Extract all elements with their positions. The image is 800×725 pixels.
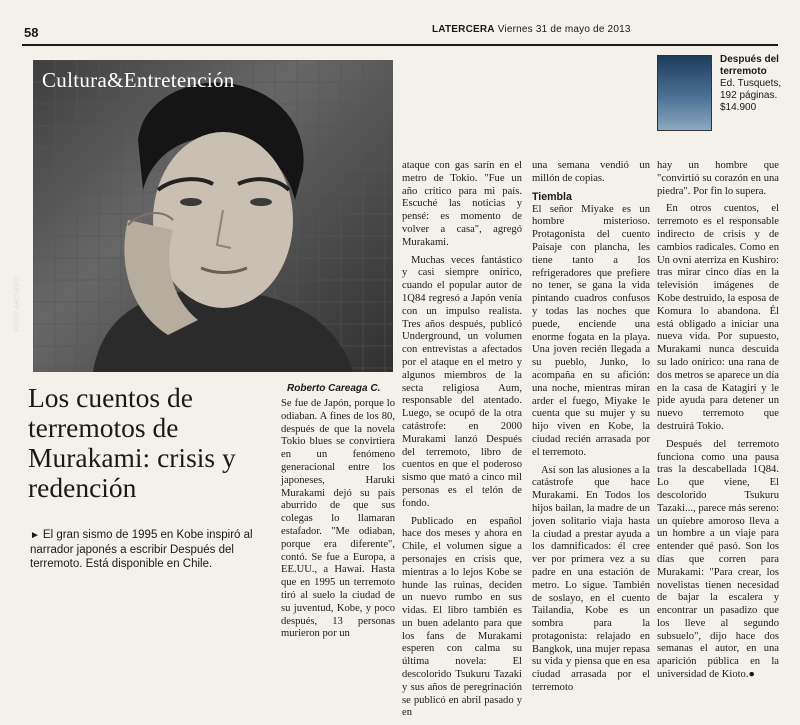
article-headline: Los cuentos de terremotos de Murakami: crisis y redención [28, 382, 236, 503]
paragraph: Así son las alusiones a la catástrofe que hace Murakami. En Todos los hijos bailan, la madre de un joven solitario viaja hasta la ciudad a prestar ayuda a los damnificados: él cree ver por primera vez a su padre en una estación de metro. Lo sigue. También de soslayo, en el cuento Tailandia, Kobe es un sombra para la protagonista: relajado en Bangkok, una mujer repasa su vida y piensa que en esa ciudad arrasada por el terremoto [532, 464, 650, 694]
article-column-2 [402, 160, 522, 725]
page-number: 58 [24, 25, 39, 40]
byline: Roberto Careaga C. [287, 383, 381, 394]
header-rule [22, 44, 778, 46]
book-cover-image [657, 55, 712, 131]
masthead [432, 24, 631, 35]
article-column-4 [657, 160, 779, 687]
article-column-1 [281, 398, 395, 646]
book-info [720, 54, 786, 114]
book-price: $14.900 [720, 102, 757, 113]
paragraph: Muchas veces fantástico y casi siempre onírico, cuando el popular autor de 1Q84 regresó a Japón venía con un impulso realista. Tres años después, publicó Underground, un volumen con entrevistas a afectados por el ataque en el metro y algunos miembros de la secta religiosa Aum, responsable del atentado. Luego, se ocupó de la otra catástrofe: en 2000 Murakami lanzó Después del terremoto, libro de cuentos en que el poderoso sismo que mató a cinco mil personas es el telón de fondo. [402, 254, 522, 509]
book-title-line-2: terremoto [720, 66, 767, 77]
author-photo [33, 60, 393, 372]
article-column-3 [532, 160, 650, 700]
article-lede [30, 528, 275, 572]
lede-text: El gran sismo de 1995 en Kobe inspiró al narrador japonés a escribir Después del terremoto. Está disponible en Chile. [30, 529, 253, 571]
book-publisher: Ed. Tusquets, [720, 78, 782, 89]
book-title-line-1: Después del [720, 54, 779, 65]
paragraph: El señor Miyake es un hombre misterioso. Protagonista del cuento Paisaje con plancha, les tiene tanto a los refrigeradores que prefiere no tener, se gana la vida pintando cuadros confusos y todas las noches que puede, enciende una enorme fogata en la playa. Una joven recién llegada a su pueblo, Junko, lo acompaña en su afición: una noche, mientras miran arder el fuego, Miyake le cuenta que su mujer y su hijo viven en Kobe, la ciudad recién arrasada por el terremoto. [532, 203, 650, 458]
photo-credit: FOTO: ARCHIVO [14, 277, 21, 332]
lede-marker-icon: ► [30, 530, 40, 541]
paragraph: ataque con gas sarín en el metro de Tokio. "Fue un año crítico para mi país. Escuché las noticias y pensé: es momento de volver a casa", agregó Murakami. [402, 160, 522, 248]
paragraph: hay un hombre que "convirtió su corazón en una piedra". Por fin lo supera. [657, 160, 779, 197]
book-pages: 192 páginas. [720, 90, 778, 101]
paragraph: Después del terremoto funciona como una pausa tras la descabellada 1Q84. Lo que viene, El descolorido Tsukuru Tazaki..., parece más sereno: un quiebre amoroso lleva a un hombre a un viaje para entender qué pasó. Son los días que corren para Murakami: "Para crear, los novelistas tienen necesidad de bajar la escalera y encontrar un pasadizo que los lleve al segundo subsuelo", dijo hace dos semanas el autor, en una aparición pública en la universidad de Kioto.● [657, 438, 779, 681]
paragraph: Publicado en español hace dos meses y ahora en Chile, el volumen sigue a personajes en crisis que, mientras a lo lejos Kobe se hunde las ruinas, deciden un nuevo rumbo en sus vidas. El libro también es un buen adelanto para que los fans de Murakami esperen con calma su última novela: El descolorido Tsukuru Tazaki y sus años de peregrinación se publicó en abril pasado y en [402, 515, 522, 719]
paragraph: En otros cuentos, el terremoto es el responsable indirecto de crisis y de cambios radicales. Como en Un ovni aterriza en Kushiro: tras mirar cinco días en la televisión imágenes de Kobe destruido, la esposa de Komura lo abandona. Él está obligado a iniciar una nueva vida. Por supuesto, Murakami nunca descuida su lado onírico: una rana de dos metros se aparece un día en la casa de Katagiri y le pide ayuda para detener un nuevo terremoto que destruirá Tokio. [657, 203, 779, 432]
section-label: Cultura&Entretención [42, 68, 235, 92]
paragraph: Se fue de Japón, porque lo odiaban. A fines de los 80, después de que la novela Tokio blues se convirtiera en un fenómeno generacional entre los japoneses, Haruki Murakami dejó su país aburrido de que sus colegas lo llamaran estafador. "Me odiaban, porque era diferente", contó. Se fue a Europa, a EE.UU., a Hawai. Hasta que en 1995 un terremoto tiró al suelo la ciudad de su juventud, Kobe, y poco después, 13 personas murieron por un [281, 398, 395, 640]
subheading: Tiembla [532, 190, 572, 203]
paragraph: una semana vendió un millón de copias. [532, 160, 650, 184]
publication-name: LATERCERA [432, 24, 495, 35]
portrait-illustration [33, 60, 393, 372]
issue-date: Viernes 31 de mayo de 2013 [497, 24, 631, 35]
